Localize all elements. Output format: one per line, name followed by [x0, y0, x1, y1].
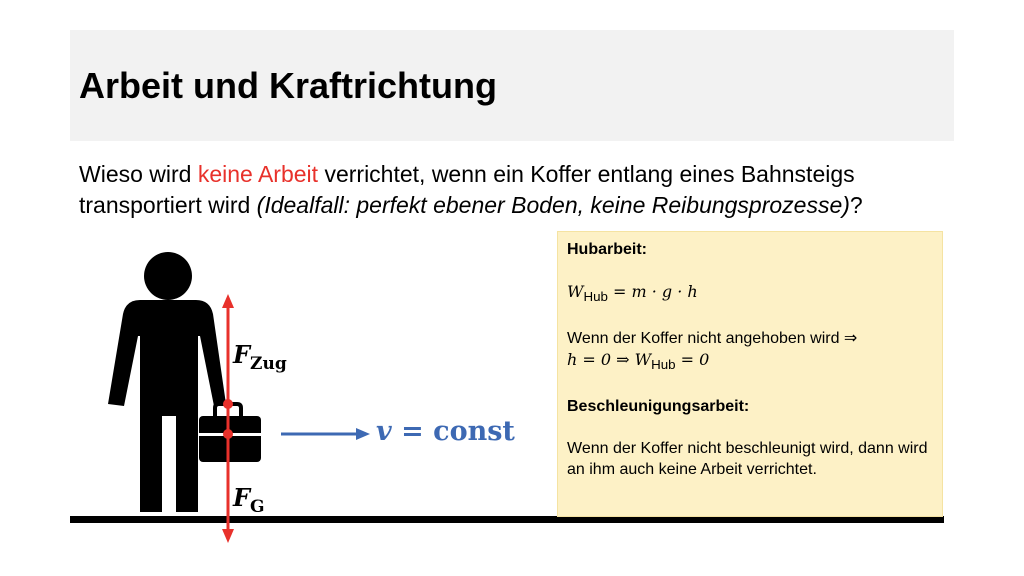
- ground-line: [70, 516, 944, 523]
- velocity-label: v = const: [376, 416, 515, 447]
- page-title: Arbeit und Kraftrichtung: [79, 65, 497, 106]
- question-highlight: keine Arbeit: [197, 161, 319, 187]
- force-label-g: $F_G$: [233, 483, 265, 517]
- hub-formula: $W_{Hub} = m \cdot g \cdot h$: [567, 282, 698, 305]
- question-italic: (Idealfall: perfekt ebener Boden, keine Reibungsprozesse): [256, 192, 850, 218]
- hub-heading: Hubarbeit:: [567, 241, 647, 258]
- beschl-heading: Beschleunigungsarbeit:: [567, 398, 750, 416]
- velocity-arrow: [281, 428, 370, 440]
- hub-text-line1: Wenn der Koffer nicht angehoben wird ⇒: [567, 330, 858, 348]
- force-point-center: [223, 429, 233, 439]
- question-part2: verrichtet, wenn ein Koffer entlang eines Bahnsteigs transportiert wird: [79, 161, 855, 218]
- person-icon: [108, 252, 226, 512]
- force-point-handle: [223, 399, 233, 409]
- question-end: ?: [849, 192, 863, 218]
- beschl-text: Wenn der Koffer nicht beschleunigt wird, dann wird an ihm auch keine Arbeit verrichtet.: [567, 440, 928, 479]
- force-label-zug: $F_{Zug}$: [233, 340, 287, 374]
- hub-text-line2: h = 0 ⇒ $W_{Hub} = 0$: [567, 350, 710, 373]
- question-part1: Wieso wird: [79, 161, 198, 187]
- info-box: [557, 231, 943, 517]
